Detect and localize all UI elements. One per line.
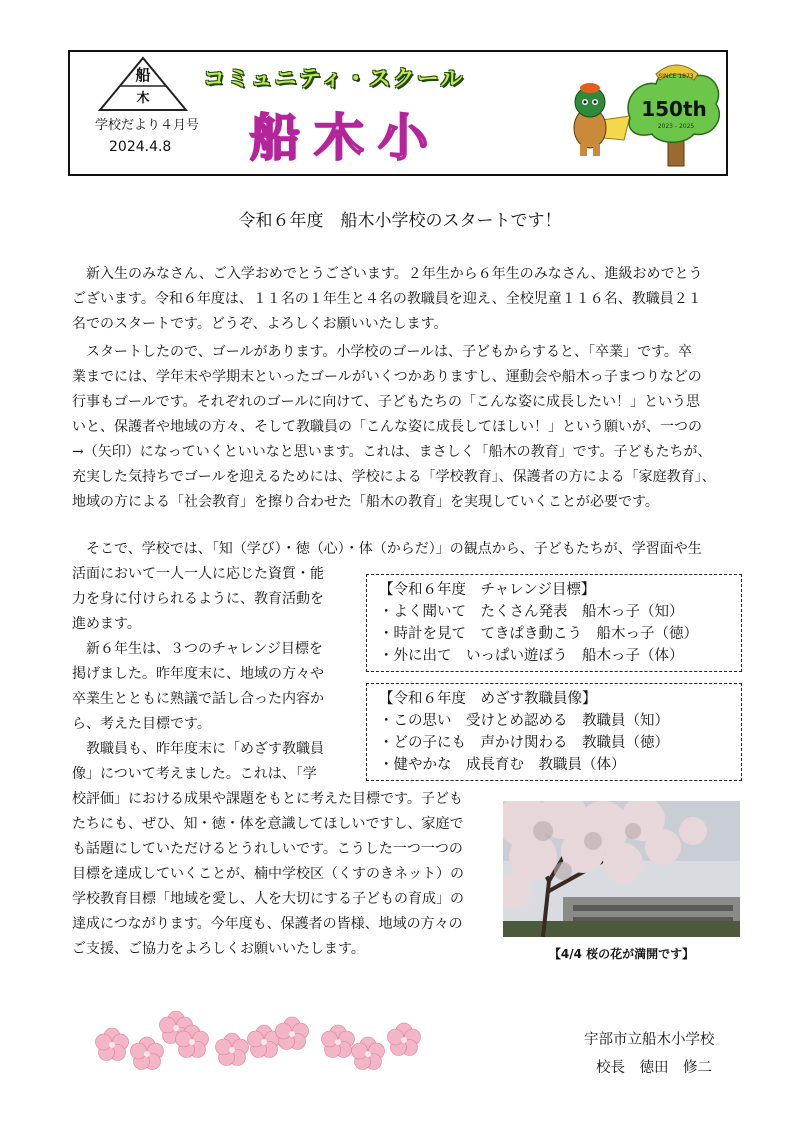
text-line: →（矢印）になっていくといいなと思います。これは、まさしく「船木の教育」です。子どもたちが、: [72, 444, 712, 460]
text-line: 新６年生は、３つのチャレンジ目標を: [72, 641, 323, 657]
community-school-banner: コミュニティ・スクール: [203, 67, 465, 92]
badge-since: SINCE 1873: [658, 73, 694, 80]
text-line: も話題にしていただけるとうれしいです。こうした一つ一つの: [72, 841, 463, 857]
text-line: 新入生のみなさん、ご入学おめでとうございます。２年生から６年生のみなさん、進級おめでとう: [72, 266, 703, 282]
mascot-character-icon: [574, 83, 606, 156]
text-line: 卒業生とともに熟議で話し合った内容か: [72, 691, 324, 707]
text-line: ら、考えた目標です。: [72, 716, 211, 732]
text-line: 活面において一人一人に応じた資質・能: [72, 566, 324, 582]
staff-ideal-item: ・健やかな 成長育む 教職員（体）: [379, 757, 626, 773]
text-line: 目標を達成していくことが、楠中学校区（くすのきネット）の: [72, 866, 464, 882]
staff-ideal-item: ・どの子にも 声かけ関わる 教職員（徳）: [379, 735, 669, 751]
text-line: いと、保護者や地域の方々、そして教職員の「こんな姿に成長してほしい！」という願いが、一つの: [72, 419, 702, 435]
text-line: 名でのスタートです。どうぞ、よろしくお願いいたします。: [72, 316, 448, 332]
photo-caption: 【4/4 桜の花が満開です】: [548, 947, 695, 961]
text-line: ご支援、ご協力をよろしくお願いいたします。: [72, 941, 365, 957]
paragraph-goals: [72, 340, 716, 515]
cherry-blossom-decoration: [92, 1010, 432, 1080]
text-line: スタートしたので、ゴールがあります。小学校のゴールは、子どもからすると、「卒業」です。卒: [72, 344, 692, 360]
text-line: 校評価」における成果や課題をもとに考えた目標です。子ども: [72, 791, 463, 807]
challenge-goals-box: [366, 574, 742, 672]
challenge-goals-title: 【令和６年度 チャレンジ目標】: [379, 582, 596, 598]
text-line: 学校教育目標「地域を愛し、人を大切にする子どもの育成」の: [72, 891, 464, 907]
text-line: 充実した気持ちでゴールを迎えるためには、学校による「学校教育」、保護者の方による「家庭教育」、: [72, 469, 716, 485]
text-line: 進めます。: [72, 616, 141, 632]
challenge-goal-item: ・外に出て いっぱい遊ぼう 船木っ子（体）: [379, 648, 684, 664]
text-line: 業までには、学年末や学期末といったゴールがいくつかありますし、運動会や船木っ子まつりなどの: [72, 369, 702, 385]
principal-signature: 校長 徳田 修二: [596, 1060, 712, 1076]
logo-sub-char: 木: [136, 91, 150, 106]
school-name-title: 船木小: [250, 109, 442, 167]
paragraph-intro: [72, 262, 703, 337]
staff-ideal-box: [366, 683, 742, 781]
challenge-goal-item: ・時計を見て てきぱき動こう 船木っ子（徳）: [379, 626, 698, 642]
anniversary-mascot: [560, 58, 725, 170]
text-line: 達成につながります。今年度も、保護者の皆様、地域の方々の: [72, 916, 463, 932]
school-logo: [98, 56, 188, 112]
school-signature: 宇部市立船木小学校: [584, 1032, 715, 1048]
staff-ideal-title: 【令和６年度 めざす教職員像】: [379, 691, 597, 707]
paragraph-closing: [72, 787, 464, 962]
text-line: 教職員も、昨年度末に「めざす教職員: [72, 741, 324, 757]
text-line: 像」について考えました。これは、「学: [72, 766, 317, 782]
text-line: 地域の方による「社会教育」を擦り合わせた「船木の教育」を実現していくことが必要です。: [72, 494, 659, 510]
text-line: 力を身に付けられるように、教育活動を: [72, 591, 324, 607]
paragraph-approach-column: [72, 562, 324, 787]
staff-ideal-item: ・この思い 受けとめ認める 教職員（知）: [379, 713, 669, 729]
badge-years: 2023 - 2025: [657, 123, 695, 130]
150th-tree-badge: [628, 65, 719, 166]
issue-date: 2024.4.8: [109, 139, 172, 155]
text-line: たちにも、ぜひ、知・徳・体を意識してほしいですし、家庭で: [72, 816, 464, 832]
challenge-goal-item: ・よく聞いて たくさん発表 船木っ子（知）: [379, 604, 684, 620]
text-line: ございます。令和６年度は、１１名の１年生と４名の教職員を迎え、全校児童１１６名、教職員２１: [72, 291, 702, 307]
issue-label: 学校だより４月号: [95, 118, 200, 133]
cherry-blossom-photo: [503, 801, 740, 937]
text-line: 掲げました。昨年度末に、地域の方々や: [72, 666, 324, 682]
text-line: 行事もゴールです。それぞれのゴールに向けて、子どもたちの「こんな姿に成長したい！」という思: [72, 394, 701, 410]
logo-char: 船: [135, 66, 151, 84]
paragraph-approach-first-line: そこで、学校では、「知（学び）・徳（心）・体（からだ）」の観点から、子どもたちが、学習面や生: [72, 541, 702, 557]
article-headline: 令和６年度 船木小学校のスタートです！: [238, 211, 562, 231]
badge-150th: 150th: [641, 97, 707, 121]
